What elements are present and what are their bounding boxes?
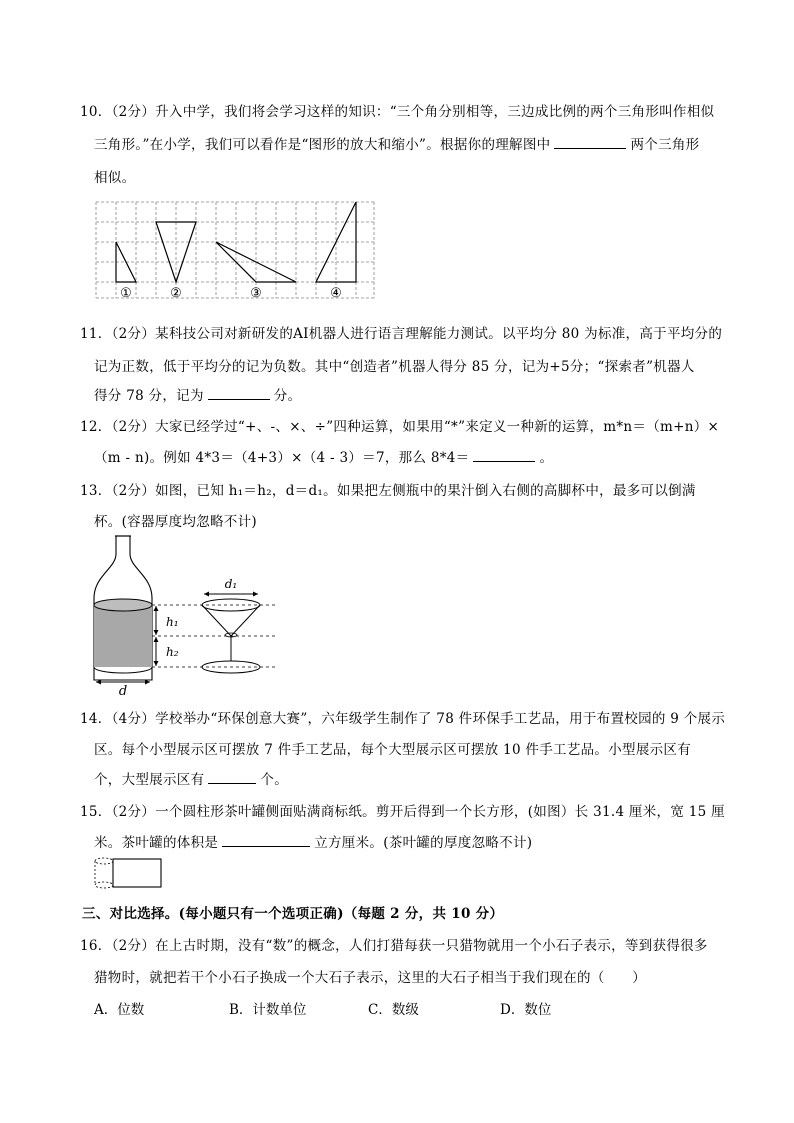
- q10-line1: 10．（2分）升入中学，我们将会学习这样的知识：“三个角分别相等，三边成比例的两个三角形叫作相似: [80, 104, 715, 120]
- label-d1: d₁: [224, 577, 238, 591]
- q10-line2-end: 两个三角形: [630, 137, 700, 153]
- juice-top-surface: [94, 599, 152, 611]
- q14-line1: 14．（4分）学校举办“环保创意大赛”，六年级学生制作了 78 件环保手工艺品，用于布置校园的 9 个展示: [80, 711, 726, 727]
- q16-line2: 猎物时，就把若干个小石子换成一个大石子表示，这里的大石子相当于我们现在的（ ）: [94, 970, 646, 986]
- q13-line1: 13．（2分）如图，已知 h₁＝h₂，d＝d₁。如果把左侧瓶中的果汁倒入右侧的高脚杯中，最多可以倒满: [80, 483, 696, 499]
- q10-triangle-grid-figure: [90, 198, 380, 302]
- q14-line2: 区。每个小型展示区可摆放 7 件手工艺品，每个大型展示区可摆放 10 件手工艺品。小型展示区有: [94, 742, 692, 758]
- q15-answer-blank[interactable]: [222, 832, 310, 847]
- label-rectangle: [113, 859, 161, 887]
- q11-line1: 11．（2分）某科技公司对新研发的AI机器人进行语言理解能力测试。以平均分 80 为标准，高于平均分的: [80, 326, 723, 342]
- triangle-label-2: ②: [170, 286, 182, 301]
- q11-answer-blank[interactable]: [208, 385, 270, 400]
- q11-line3-end: 分。: [273, 388, 302, 404]
- q14-line3-end: 个。: [260, 772, 289, 788]
- q16-option-d[interactable]: D．数位: [500, 1002, 552, 1018]
- q16-line1: 16．（2分）在上古时期，没有“数”的概念，人们打猎每获一只猎物就用一个小石子表示，等到获得很多: [80, 938, 708, 954]
- q14-line3: [94, 768, 288, 788]
- triangle-label-1: ①: [120, 286, 132, 301]
- q11-line2: 记为正数，低于平均分的记为负数。其中“创造者”机器人得分 85 分，记为+5分；“探索者”机器人: [94, 359, 695, 375]
- triangle-label-3: ③: [250, 286, 262, 301]
- q12-line1: 12．（2分）大家已经学过“+、-、×、÷”四种运算，如果用“*”来定义一种新的运算，m*n＝（m+n）×: [80, 419, 720, 435]
- q16-option-b[interactable]: B．计数单位: [229, 1002, 307, 1018]
- label-h2: h₂: [166, 645, 179, 659]
- label-d: d: [118, 684, 128, 699]
- label-h1: h₁: [166, 615, 179, 629]
- q11-line3: [94, 384, 301, 404]
- q16-option-c[interactable]: C．数级: [368, 1002, 419, 1018]
- q15-line2-text: 米。茶叶罐的体积是: [94, 835, 219, 851]
- q12-line2: [94, 446, 553, 466]
- triangle-label-4: ④: [330, 286, 342, 301]
- q11-line3-text: 得分 78 分，记为: [94, 388, 204, 404]
- bottle-juice: [94, 605, 152, 667]
- q14-line3-text: 个，大型展示区有: [94, 772, 205, 788]
- q16-option-a[interactable]: A．位数: [94, 1002, 145, 1018]
- q12-answer-blank[interactable]: [473, 447, 535, 462]
- q12-line2-end: 。: [539, 450, 554, 466]
- q15-line1: 15．（2分）一个圆柱形茶叶罐侧面贴满商标纸。剪开后得到一个长方形，(如图）长 31.4 厘米，宽 15 厘: [80, 804, 725, 820]
- q10-answer-blank[interactable]: [554, 134, 626, 149]
- q13-line2: 杯。(容器厚度均忽略不计): [94, 514, 257, 530]
- q10-line2-text: 三角形。”在小学，我们可以看作是“图形的放大和缩小”。根据你的理解图中: [94, 137, 551, 153]
- q13-bottle-glass-figure: [86, 532, 282, 700]
- q15-cylinder-rectangle-figure: [90, 856, 166, 890]
- q12-line2-text: （m - n)。例如 4*3＝（4+3）×（4 - 3）＝7，那么 8*4＝: [94, 450, 470, 466]
- q10-line3: 相似。: [94, 170, 136, 186]
- section3-heading: 三、对比选择。(每小题只有一个选项正确)（每题 2 分，共 10 分）: [82, 906, 504, 922]
- q15-line2: [94, 831, 532, 851]
- q15-line2-end: 立方厘米。(茶叶罐的厚度忽略不计): [314, 835, 533, 851]
- q10-line2: [94, 133, 699, 153]
- q14-answer-blank[interactable]: [208, 769, 256, 784]
